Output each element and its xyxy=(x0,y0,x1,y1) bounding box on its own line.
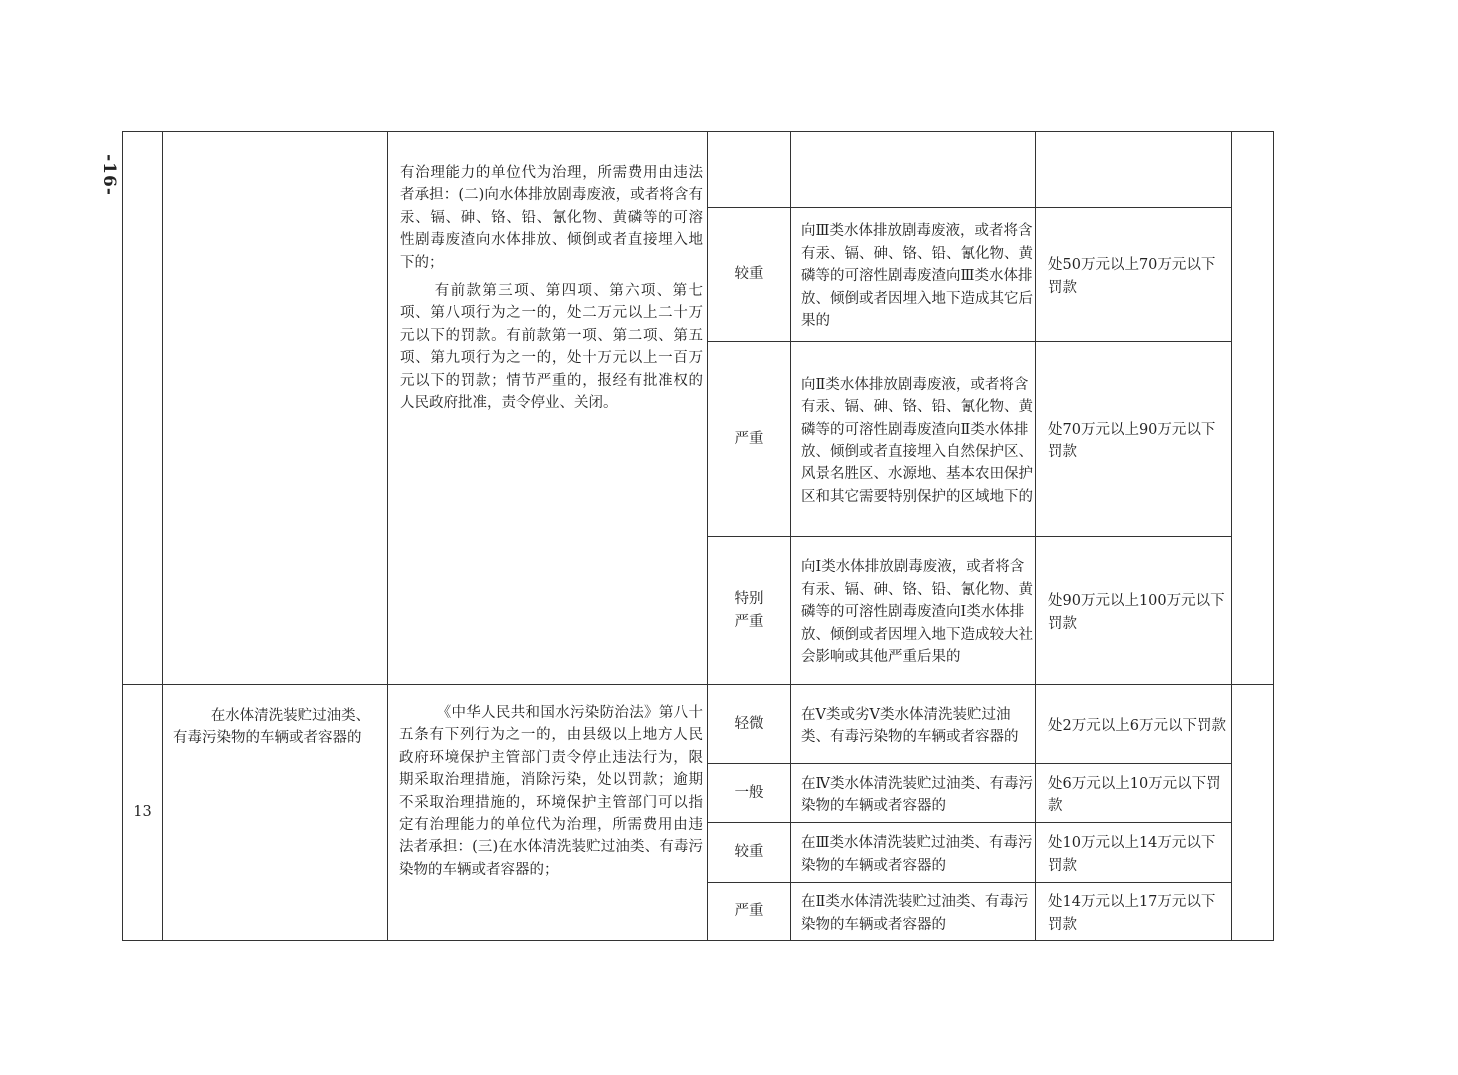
row13-violation: 在水体清洗装贮过油类、有毒污染物的车辆或者容器的 xyxy=(173,708,371,747)
row13-fine-2: 处10万元以上14万元以下罚款 xyxy=(1036,823,1232,883)
row12-fine-1: 处50万元以上70万元以下罚款 xyxy=(1036,208,1232,342)
row13-level-3: 严重 xyxy=(708,883,791,941)
row13-level-0: 轻微 xyxy=(708,685,791,764)
row13-fine-3: 处14万元以上17万元以下罚款 xyxy=(1036,883,1232,941)
row12-remark-cell xyxy=(1232,132,1274,685)
row12-violation-cell xyxy=(163,132,388,685)
page-number: -16- xyxy=(99,154,119,196)
row13-level-2: 较重 xyxy=(708,823,791,883)
row13-law-text: 《中华人民共和国水污染防治法》第八十五条有下列行为之一的，由县级以上地方人民政府环境保护主管部门责令停止违法行为，限期采取治理措施，消除污染，处以罚款；逾期不采取治理措施的，环境保护主管部门可以指定有治理能力的单位代为治理，所需费用由违法者承担：(三)在水体清洗装贮过油类、有毒污染物的车辆或者容器的； xyxy=(399,705,703,878)
row12-law-paragraph-1: 有治理能力的单位代为治理，所需费用由违法者承担：(二)向水体排放剧毒废液，或者将含有汞、镉、砷、铬、铅、氰化物、黄磷等的可溶性剧毒废渣向水体排放、倾倒或者直接埋入地下的； xyxy=(400,165,703,271)
row12-law-cell xyxy=(388,132,708,685)
row13-desc-1: 在Ⅳ类水体清洗装贮过油类、有毒污染物的车辆或者容器的 xyxy=(791,764,1036,823)
row12-level-0 xyxy=(708,132,791,208)
row12-desc-1: 向Ⅲ类水体排放剧毒废液，或者将含有汞、镉、砷、铬、铅、氰化物、黄磷等的可溶性剧毒废渣向Ⅲ类水体排放、倾倒或者因埋入地下造成其它后果的 xyxy=(791,208,1036,342)
row12-level-1: 较重 xyxy=(708,208,791,342)
row12-desc-3: 向Ⅰ类水体排放剧毒废液，或者将含有汞、镉、砷、铬、铅、氰化物、黄磷等的可溶性剧毒废渣向Ⅰ类水体排放、倾倒或者因埋入地下造成较大社会影响或其他严重后果的 xyxy=(791,537,1036,685)
row13-fine-0: 处2万元以上6万元以下罚款 xyxy=(1036,685,1232,764)
row13-remark-cell xyxy=(1232,685,1274,941)
row12-law-paragraph-2: 有前款第三项、第四项、第六项、第七项、第八项行为之一的，处二万元以上二十万元以下的罚款。有前款第一项、第二项、第五项、第九项行为之一的，处十万元以上一百万元以下的罚款；情节严重的，报经有批准权的人民政府批准，责令停业、关闭。 xyxy=(400,283,703,412)
row12-level-2: 严重 xyxy=(708,342,791,537)
row12-desc-0 xyxy=(791,132,1036,208)
row12-fine-3: 处90万元以上100万元以下罚款 xyxy=(1036,537,1232,685)
row12-fine-0 xyxy=(1036,132,1232,208)
row13-desc-3: 在Ⅱ类水体清洗装贮过油类、有毒污染物的车辆或者容器的 xyxy=(791,883,1036,941)
row12-fine-2: 处70万元以上90万元以下罚款 xyxy=(1036,342,1232,537)
row12-number-cell xyxy=(123,132,163,685)
row13-number: 13 xyxy=(123,685,163,941)
row13-desc-0: 在Ⅴ类或劣Ⅴ类水体清洗装贮过油类、有毒污染物的车辆或者容器的 xyxy=(791,685,1036,764)
row12-level-3: 特别严重 xyxy=(708,537,791,685)
table-row xyxy=(123,685,1274,764)
table-row xyxy=(123,132,1274,208)
row12-desc-2: 向Ⅱ类水体排放剧毒废液，或者将含有汞、镉、砷、铬、铅、氰化物、黄磷等的可溶性剧毒废渣向Ⅱ类水体排放、倾倒或者直接埋入自然保护区、风景名胜区、水源地、基本农田保护区和其它需要特别保护的区域地下的 xyxy=(791,342,1036,537)
row13-level-1: 一般 xyxy=(708,764,791,823)
row13-fine-1: 处6万元以上10万元以下罚款 xyxy=(1036,764,1232,823)
row13-violation-cell xyxy=(163,685,388,941)
row13-desc-2: 在Ⅲ类水体清洗装贮过油类、有毒污染物的车辆或者容器的 xyxy=(791,823,1036,883)
penalty-table xyxy=(122,131,1274,941)
row13-law-cell xyxy=(388,685,708,941)
